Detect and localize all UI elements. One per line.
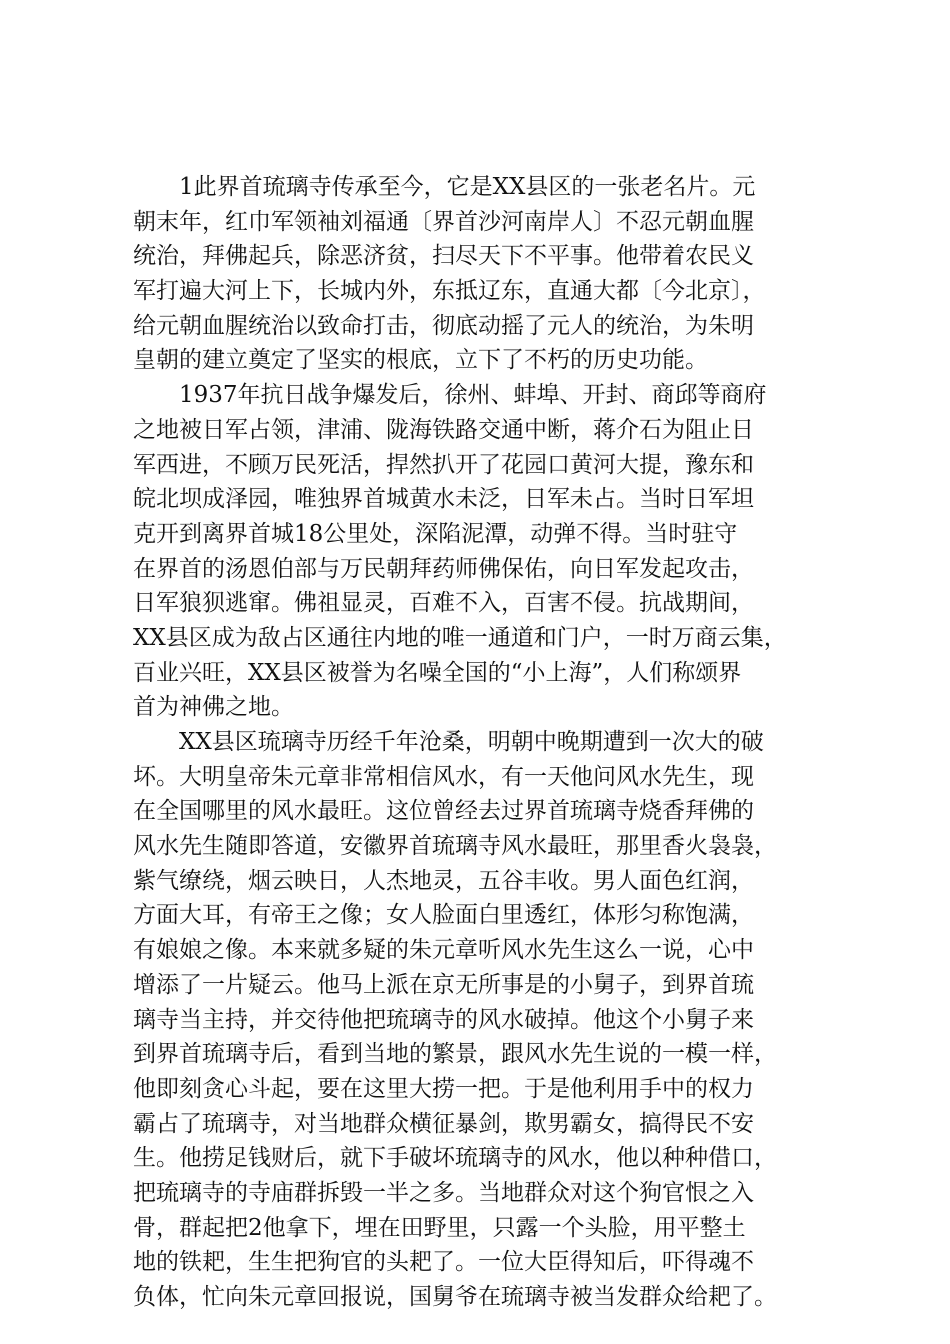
paragraph-2 <box>133 378 833 725</box>
text-line: 把琉璃寺的寺庙群拆毁一半之多。当地群众对这个狗官恨之入 <box>133 1179 754 1206</box>
text-line: 给元朝血腥统治以致命打击，彻底动摇了元人的统治，为朱明 <box>133 312 754 339</box>
text-line: 朝末年，红巾军领袖刘福通〔界首沙河南岸人〕不忍元朝血腥 <box>133 208 754 235</box>
text-line: 紫气缭绕，烟云映日，人杰地灵，五谷丰收。男人面色红润， <box>133 867 754 894</box>
text-line: 增添了一片疑云。他马上派在京无所事是的小舅子，到界首琉 <box>133 971 754 998</box>
text-line: 负体，忙向朱元章回报说，国舅爷在琉璃寺被当发群众给耙了。 <box>133 1284 777 1310</box>
text-line: 统治，拜佛起兵，除恶济贫，扫尽天下不平事。他带着农民义 <box>133 243 754 270</box>
text-line: 百业兴旺，XX县区被誉为名噪全国的“小上海”，人们称颂界 <box>133 659 742 686</box>
text-line: 军打遍大河上下，长城内外，东抵辽东，直通大都〔今北京〕， <box>133 278 766 305</box>
text-line: 到界首琉璃寺后，看到当地的繁景，跟风水先生说的一模一样， <box>133 1041 777 1068</box>
text-line: 有娘娘之像。本来就多疑的朱元章听风水先生这么一说，心中 <box>133 937 754 964</box>
text-line: 璃寺当主持，并交待他把琉璃寺的风水破掉。他这个小舅子来 <box>133 1006 754 1033</box>
text-line: 方面大耳，有帝王之像；女人脸面白里透红，体形匀称饱满， <box>133 902 754 929</box>
text-line: 在界首的汤恩伯部与万民朝拜药师佛保佑，向日军发起攻击， <box>133 555 754 582</box>
text-line: 克开到离界首城18公里处，深陷泥潭，动弹不得。当时驻守 <box>133 520 738 547</box>
text-line: 1937年抗日战争爆发后，徐州、蚌埠、开封、商邱等商府 <box>179 382 767 409</box>
paragraph-1 <box>133 170 833 378</box>
text-line: 军西进，不顾万民死活，捍然扒开了花园口黄河大提，豫东和 <box>133 451 754 478</box>
text-line: 1此界首琉璃寺传承至今，它是XX县区的一张老名片。元 <box>179 174 756 200</box>
document-body <box>133 170 833 1315</box>
text-line: 坏。大明皇帝朱元章非常相信风水，有一天他问风水先生，现 <box>133 763 754 790</box>
text-line: 之地被日军占领，津浦、陇海铁路交通中断，蒋介石为阻止日 <box>133 416 754 443</box>
text-line: 皇朝的建立奠定了坚实的根底，立下了不朽的历史功能。 <box>133 347 708 374</box>
text-line: 皖北坝成泽园，唯独界首城黄水未泛，日军未占。当时日军坦 <box>133 486 754 513</box>
text-line: 生。他捞足钱财后，就下手破坏琉璃寺的风水，他以种种借口， <box>133 1145 777 1172</box>
text-line: XX县区成为敌占区通往内地的唯一通道和门户，一时万商云集， <box>133 624 787 651</box>
text-line: 风水先生随即答道，安徽界首琉璃寺风水最旺，那里香火袅袅， <box>133 833 777 860</box>
text-line: 在全国哪里的风水最旺。这位曾经去过界首琉璃寺烧香拜佛的 <box>133 798 754 825</box>
text-line: 他即刻贪心斗起，要在这里大捞一把。于是他利用手中的权力 <box>133 1075 754 1102</box>
text-line: 骨，群起把2他拿下，埋在田野里，只露一个头脸，用平整土 <box>133 1214 746 1241</box>
text-line: 地的铁耙，生生把狗官的头耙了。一位大臣得知后，吓得魂不 <box>133 1249 754 1276</box>
text-line: 霸占了琉璃寺，对当地群众横征暴剑，欺男霸女，搞得民不安 <box>133 1110 754 1137</box>
text-line: 日军狼狈逃窜。佛祖显灵，百难不入，百害不侵。抗战期间， <box>133 590 754 617</box>
text-line: XX县区琉璃寺历经千年沧桑，明朝中晚期遭到一次大的破 <box>179 729 764 755</box>
text-line: 首为神佛之地。 <box>133 694 294 721</box>
paragraph-3 <box>133 725 833 1315</box>
